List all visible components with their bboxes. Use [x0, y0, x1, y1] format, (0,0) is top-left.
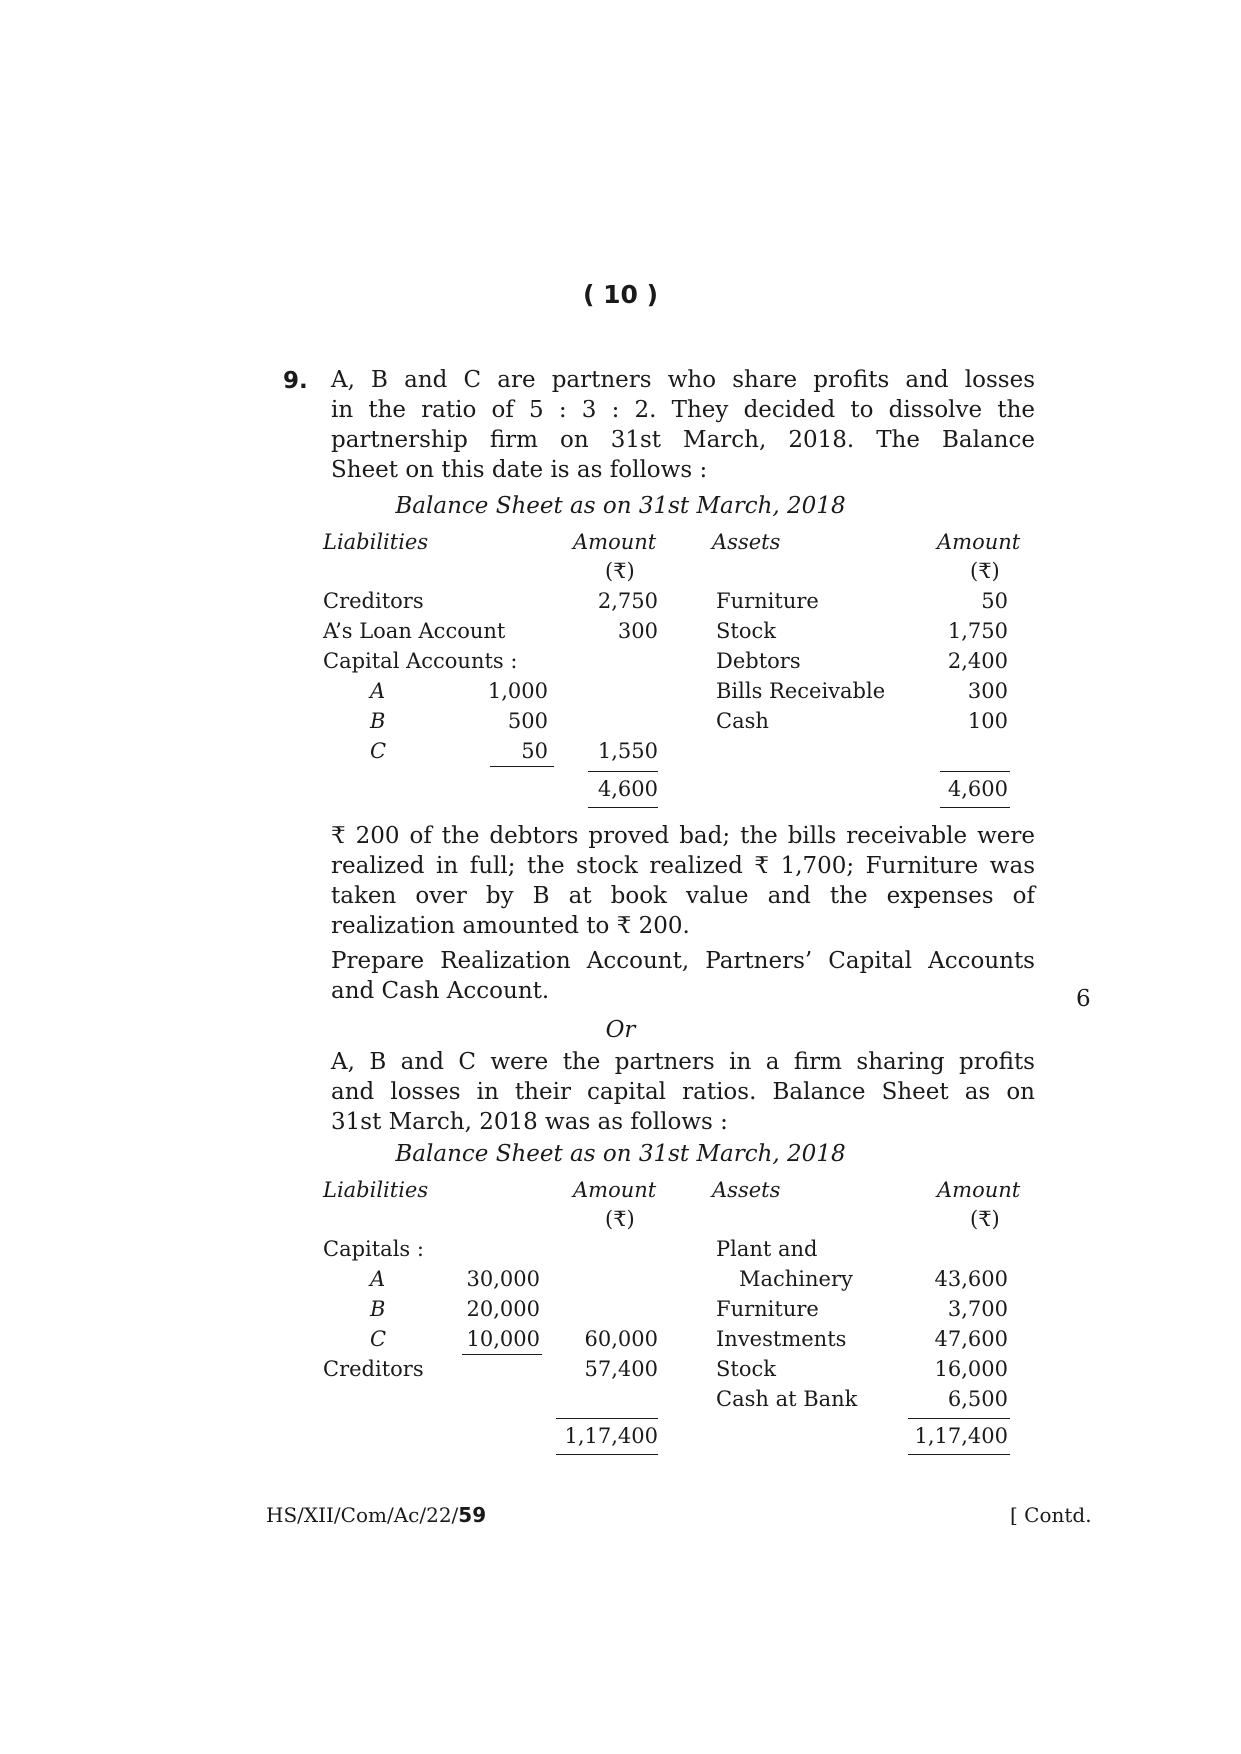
bs1-liability-amount: 2,750 — [597, 589, 658, 613]
bs2-asset-amount: 3,700 — [947, 1297, 1008, 1321]
bs2-total-rule-top — [556, 1418, 658, 1419]
bs2-creditors-label: Creditors — [323, 1357, 424, 1381]
bs2-amount2-header: Amount — [937, 1178, 1021, 1202]
bs1-total-assets: 4,600 — [947, 777, 1008, 801]
bs2-total-rule-bottom — [556, 1454, 658, 1455]
question-number: 9. — [283, 368, 308, 394]
bs1-asset-amount: 2,400 — [947, 649, 1008, 673]
details-line: ₹ 200 of the debtors proved bad; the bills receivable were — [331, 823, 1035, 849]
bs1-liability-label: A’s Loan Account — [323, 619, 506, 643]
bs1-asset-label: Bills Receivable — [716, 679, 886, 703]
bs1-asset-amount: 300 — [967, 679, 1008, 703]
question-intro — [331, 365, 1035, 485]
page-number: ( 10 ) — [582, 280, 659, 309]
alt-intro-line: A, B and C were the partners in a firm sharing profits — [331, 1049, 1035, 1075]
bs2-creditors-amount: 57,400 — [584, 1357, 658, 1381]
bs2-total-rule-bottom — [908, 1454, 1010, 1455]
bs1-partner: B — [370, 709, 386, 733]
bs2-partner-capital: 20,000 — [466, 1297, 540, 1321]
bs1-partner: C — [370, 739, 387, 763]
task-line: and Cash Account. — [331, 978, 550, 1004]
question-task — [331, 946, 1035, 1006]
bs1-capital-underline — [490, 766, 554, 767]
bs2-partner: B — [370, 1297, 386, 1321]
bs2-asset-label: Stock — [716, 1357, 776, 1381]
bs1-liabilities-header: Liabilities — [323, 530, 429, 554]
details-line: realization amounted to ₹ 200. — [331, 913, 690, 939]
bs2-capitals-label: Capitals : — [323, 1237, 424, 1261]
bs1-asset-amount: 1,750 — [947, 619, 1008, 643]
paper-code — [266, 1503, 486, 1527]
details-line: realized in full; the stock realized ₹ 1,700; Furniture was — [331, 853, 1035, 879]
bs1-partner: A — [370, 679, 386, 703]
bs2-currency: (₹) — [605, 1207, 635, 1231]
bs1-currency2: (₹) — [970, 559, 1000, 583]
bs1-amount-header: Amount — [573, 530, 657, 554]
bs2-assets-header: Assets — [712, 1178, 781, 1202]
bs1-partner-capital: 50 — [521, 739, 548, 763]
bs1-total-liabilities: 4,600 — [597, 777, 658, 801]
bs1-liability-label: Creditors — [323, 589, 424, 613]
bs1-capital-total: 1,550 — [597, 739, 658, 763]
balance-sheet-2-title: Balance Sheet as on 31st March, 2018 — [395, 1141, 846, 1167]
bs1-total-rule-bottom — [940, 807, 1010, 808]
intro-line: A, B and C are partners who share profits and losses — [331, 367, 1035, 393]
bs2-asset-label: Furniture — [716, 1297, 819, 1321]
bs2-partner: A — [370, 1267, 386, 1291]
bs2-asset-label: Cash at Bank — [716, 1387, 858, 1411]
bs2-asset-amount: 47,600 — [934, 1327, 1008, 1351]
bs1-capital-accounts-label: Capital Accounts : — [323, 649, 518, 673]
bs2-currency2: (₹) — [970, 1207, 1000, 1231]
bs2-asset-label: Plant and — [716, 1237, 818, 1261]
intro-line: in the ratio of 5 : 3 : 2. They decided to dissolve the — [331, 397, 1035, 423]
bs2-total-liabilities: 1,17,400 — [564, 1424, 658, 1448]
details-line: taken over by B at book value and the expenses of — [331, 883, 1035, 909]
question-details — [331, 821, 1035, 941]
bs1-liability-amount: 300 — [617, 619, 658, 643]
bs2-capital-total: 60,000 — [584, 1327, 658, 1351]
task-line: Prepare Realization Account, Partners’ Capital Accounts — [331, 948, 1035, 974]
bs1-total-rule-top — [588, 771, 658, 772]
or-separator: Or — [605, 1017, 636, 1043]
bs2-liabilities-header: Liabilities — [323, 1178, 429, 1202]
bs1-assets-header: Assets — [712, 530, 781, 554]
bs1-asset-label: Furniture — [716, 589, 819, 613]
bs1-partner-capital: 500 — [507, 709, 548, 733]
intro-line: partnership firm on 31st March, 2018. The Balance — [331, 427, 1035, 453]
continued-marker: [ Contd. — [1010, 1503, 1092, 1527]
paper-code-bold: 59 — [458, 1503, 487, 1527]
bs1-currency: (₹) — [605, 559, 635, 583]
bs2-partner-capital: 10,000 — [466, 1327, 540, 1351]
bs1-total-rule-bottom — [588, 807, 658, 808]
marks: 6 — [1076, 986, 1091, 1012]
bs1-amount2-header: Amount — [937, 530, 1021, 554]
bs1-asset-amount: 100 — [967, 709, 1008, 733]
bs2-asset-amount: 6,500 — [947, 1387, 1008, 1411]
bs2-capital-underline — [462, 1354, 542, 1355]
bs2-amount-header: Amount — [573, 1178, 657, 1202]
bs2-asset-label: Investments — [716, 1327, 847, 1351]
bs2-asset-amount: 43,600 — [934, 1267, 1008, 1291]
bs2-total-assets: 1,17,400 — [914, 1424, 1008, 1448]
bs1-asset-label: Cash — [716, 709, 769, 733]
alt-question-intro — [331, 1047, 1035, 1137]
alt-intro-line: and losses in their capital ratios. Balance Sheet as on — [331, 1079, 1035, 1105]
bs2-partner-capital: 30,000 — [466, 1267, 540, 1291]
balance-sheet-1-title: Balance Sheet as on 31st March, 2018 — [395, 493, 846, 519]
bs2-asset-label: Machinery — [739, 1267, 853, 1291]
bs2-asset-amount: 16,000 — [934, 1357, 1008, 1381]
bs1-asset-label: Stock — [716, 619, 776, 643]
bs2-total-rule-top — [908, 1418, 1010, 1419]
bs1-asset-label: Debtors — [716, 649, 801, 673]
bs2-partner: C — [370, 1327, 387, 1351]
bs1-partner-capital: 1,000 — [487, 679, 548, 703]
bs1-asset-amount: 50 — [981, 589, 1008, 613]
bs1-total-rule-top — [940, 771, 1010, 772]
intro-line: Sheet on this date is as follows : — [331, 457, 708, 483]
alt-intro-line: 31st March, 2018 was as follows : — [331, 1109, 728, 1135]
paper-code-text: HS/XII/Com/Ac/22/ — [266, 1503, 459, 1527]
